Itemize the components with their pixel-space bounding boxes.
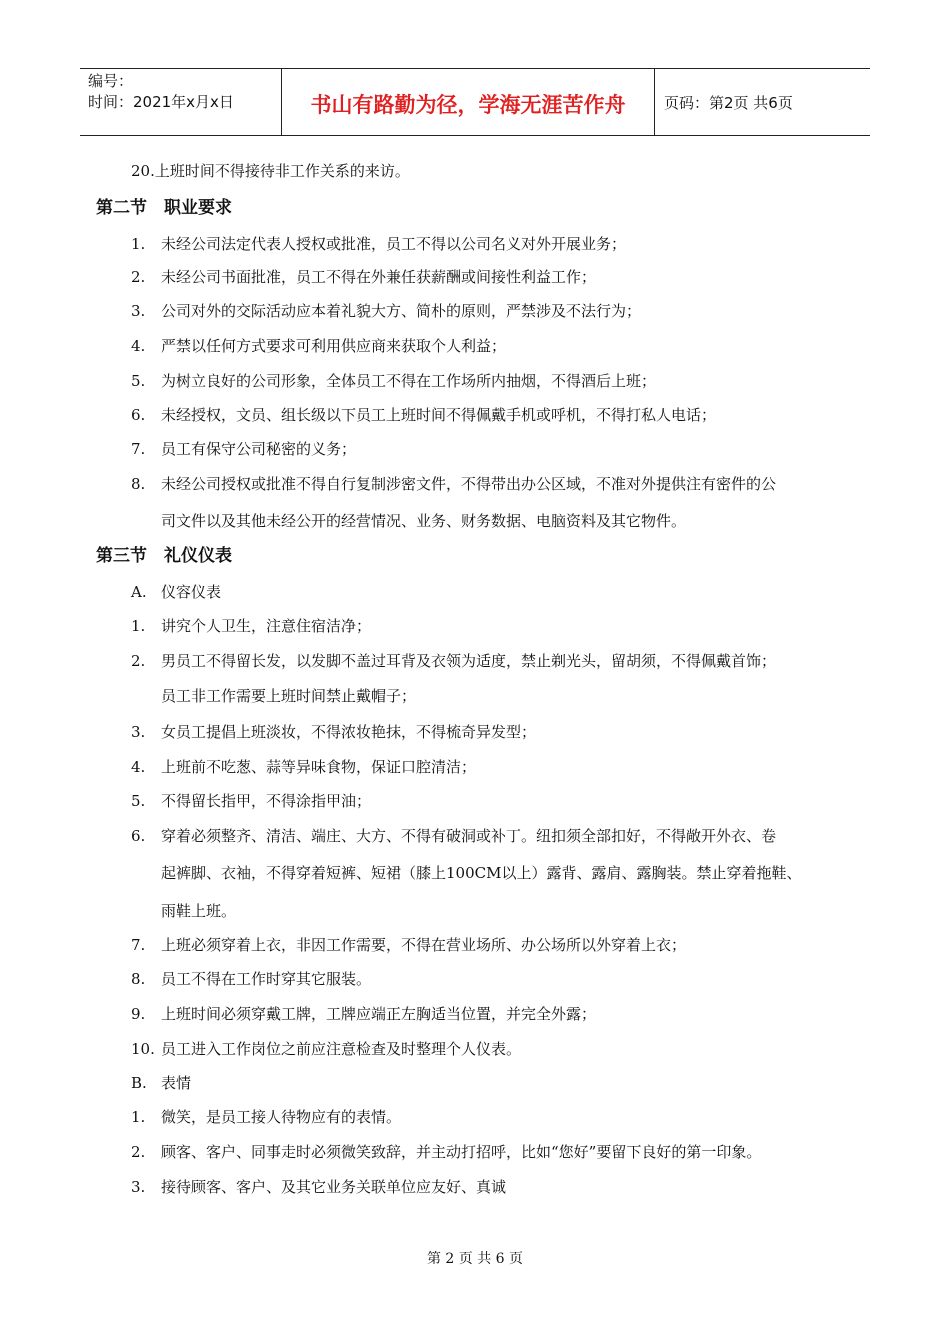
item-text: 未经授权，文员、组长级以下员工上班时间不得佩戴手机或呼机，不得打私人电话； bbox=[161, 406, 717, 424]
item-number: 6. bbox=[131, 827, 146, 845]
item-text: 未经公司授权或批准不得自行复制涉密文件，不得带出办公区域，不准对外提供注有密件的公 bbox=[161, 475, 777, 493]
item-text: 顾客、客户、同事走时必须微笑致辞，并主动打招呼，比如“您好”要留下良好的第一印象。 bbox=[161, 1143, 762, 1161]
code-label: 编号： bbox=[88, 72, 134, 90]
item-number: 1. bbox=[131, 617, 146, 635]
item-text: 接待顾客、客户、及其它业务关联单位应友好、真诚 bbox=[161, 1178, 507, 1196]
item-text: 讲究个人卫生，注意住宿洁净； bbox=[161, 617, 372, 635]
item-text: 上班必须穿着上衣，非因工作需要，不得在营业场所、办公场所以外穿着上衣； bbox=[161, 936, 687, 954]
item-number: 8. bbox=[131, 970, 146, 988]
item-number: 6. bbox=[131, 406, 146, 424]
item-text: 未经公司书面批准，员工不得在外兼任获薪酬或间接性利益工作； bbox=[161, 268, 597, 286]
item-text: 员工进入工作岗位之前应注意检查及时整理个人仪表。 bbox=[161, 1040, 522, 1058]
item-text: 上班时间必须穿戴工牌，工牌应端正左胸适当位置，并完全外露； bbox=[161, 1005, 597, 1023]
item-text: 为树立良好的公司形象，全体员工不得在工作场所内抽烟，不得酒后上班； bbox=[161, 372, 657, 390]
item-number: 5. bbox=[131, 792, 146, 810]
section-heading-2: 第二节 职业要求 bbox=[96, 198, 232, 218]
item-number: 7. bbox=[131, 936, 146, 954]
header-meta bbox=[80, 69, 281, 135]
section-heading-3: 第三节 礼仪仪表 bbox=[96, 546, 232, 566]
item-number: 5. bbox=[131, 372, 146, 390]
item-text: 男员工不得留长发，以发脚不盖过耳背及衣领为适度，禁止剃光头，留胡须，不得佩戴首饰； bbox=[161, 652, 777, 670]
item-number: 3. bbox=[131, 1178, 146, 1196]
document-header bbox=[80, 68, 870, 136]
item-text: 未经公司法定代表人授权或批准，员工不得以公司名义对外开展业务； bbox=[161, 235, 627, 253]
header-motto: 书山有路勤为径，学海无涯苦作舟 bbox=[281, 69, 655, 135]
item-number: 1. bbox=[131, 1108, 146, 1126]
footer-page-number: 第 2 页 共 6 页 bbox=[426, 1251, 524, 1267]
item-number: 7. bbox=[131, 440, 146, 458]
item-number: 9. bbox=[131, 1005, 146, 1023]
item-text: 员工有保守公司秘密的义务； bbox=[161, 440, 357, 458]
item-text: 严禁以任何方式要求可利用供应商来获取个人利益； bbox=[161, 337, 507, 355]
item-number: 4. bbox=[131, 337, 146, 355]
page-footer bbox=[0, 1248, 950, 1268]
item-number: 8. bbox=[131, 475, 146, 493]
item-number: 4. bbox=[131, 758, 146, 776]
item-text: 仪容仪表 bbox=[161, 583, 222, 601]
item-text: 上班前不吃葱、蒜等异味食物，保证口腔清洁； bbox=[161, 758, 477, 776]
item-text: 员工非工作需要上班时间禁止戴帽子； bbox=[161, 687, 417, 705]
item-number: A. bbox=[131, 583, 147, 601]
item-text: 穿着必须整齐、清洁、端庄、大方、不得有破洞或补丁。纽扣须全部扣好，不得敞开外衣、卷 bbox=[161, 827, 777, 845]
item-text: 公司对外的交际活动应本着礼貌大方、简朴的原则，严禁涉及不法行为； bbox=[161, 302, 642, 320]
item-number: 3. bbox=[131, 723, 146, 741]
date-line: 时间：2021年x月x日 bbox=[88, 93, 234, 111]
header-page-info: 页码：第2页 共6页 bbox=[664, 93, 793, 112]
item-text: 女员工提倡上班淡妆，不得浓妆艳抹，不得梳奇异发型； bbox=[161, 723, 537, 741]
item-text: 上班时间不得接待非工作关系的来访。 bbox=[154, 162, 410, 180]
item-number: 2. bbox=[131, 1143, 146, 1161]
item-number: 3. bbox=[131, 302, 146, 320]
item-text: 司文件以及其他未经公开的经营情况、业务、财务数据、电脑资料及其它物件。 bbox=[161, 512, 687, 530]
item-text: 员工不得在工作时穿其它服装。 bbox=[161, 970, 372, 988]
item-number: 2. bbox=[131, 268, 146, 286]
item-number: B. bbox=[131, 1074, 147, 1092]
item-text: 表情 bbox=[161, 1074, 192, 1092]
list-item bbox=[131, 161, 410, 181]
item-number: 20. bbox=[131, 162, 155, 180]
item-number: 2. bbox=[131, 652, 146, 670]
item-text: 雨鞋上班。 bbox=[161, 902, 237, 920]
item-text: 不得留长指甲，不得涂指甲油； bbox=[161, 792, 372, 810]
item-number: 10. bbox=[131, 1040, 155, 1058]
item-text: 起裤脚、衣袖，不得穿着短裤、短裙（膝上100CM以上）露背、露肩、露胸装。禁止穿着拖鞋、 bbox=[161, 864, 802, 882]
item-number: 1. bbox=[131, 235, 146, 253]
item-text: 微笑，是员工接人待物应有的表情。 bbox=[161, 1108, 402, 1126]
